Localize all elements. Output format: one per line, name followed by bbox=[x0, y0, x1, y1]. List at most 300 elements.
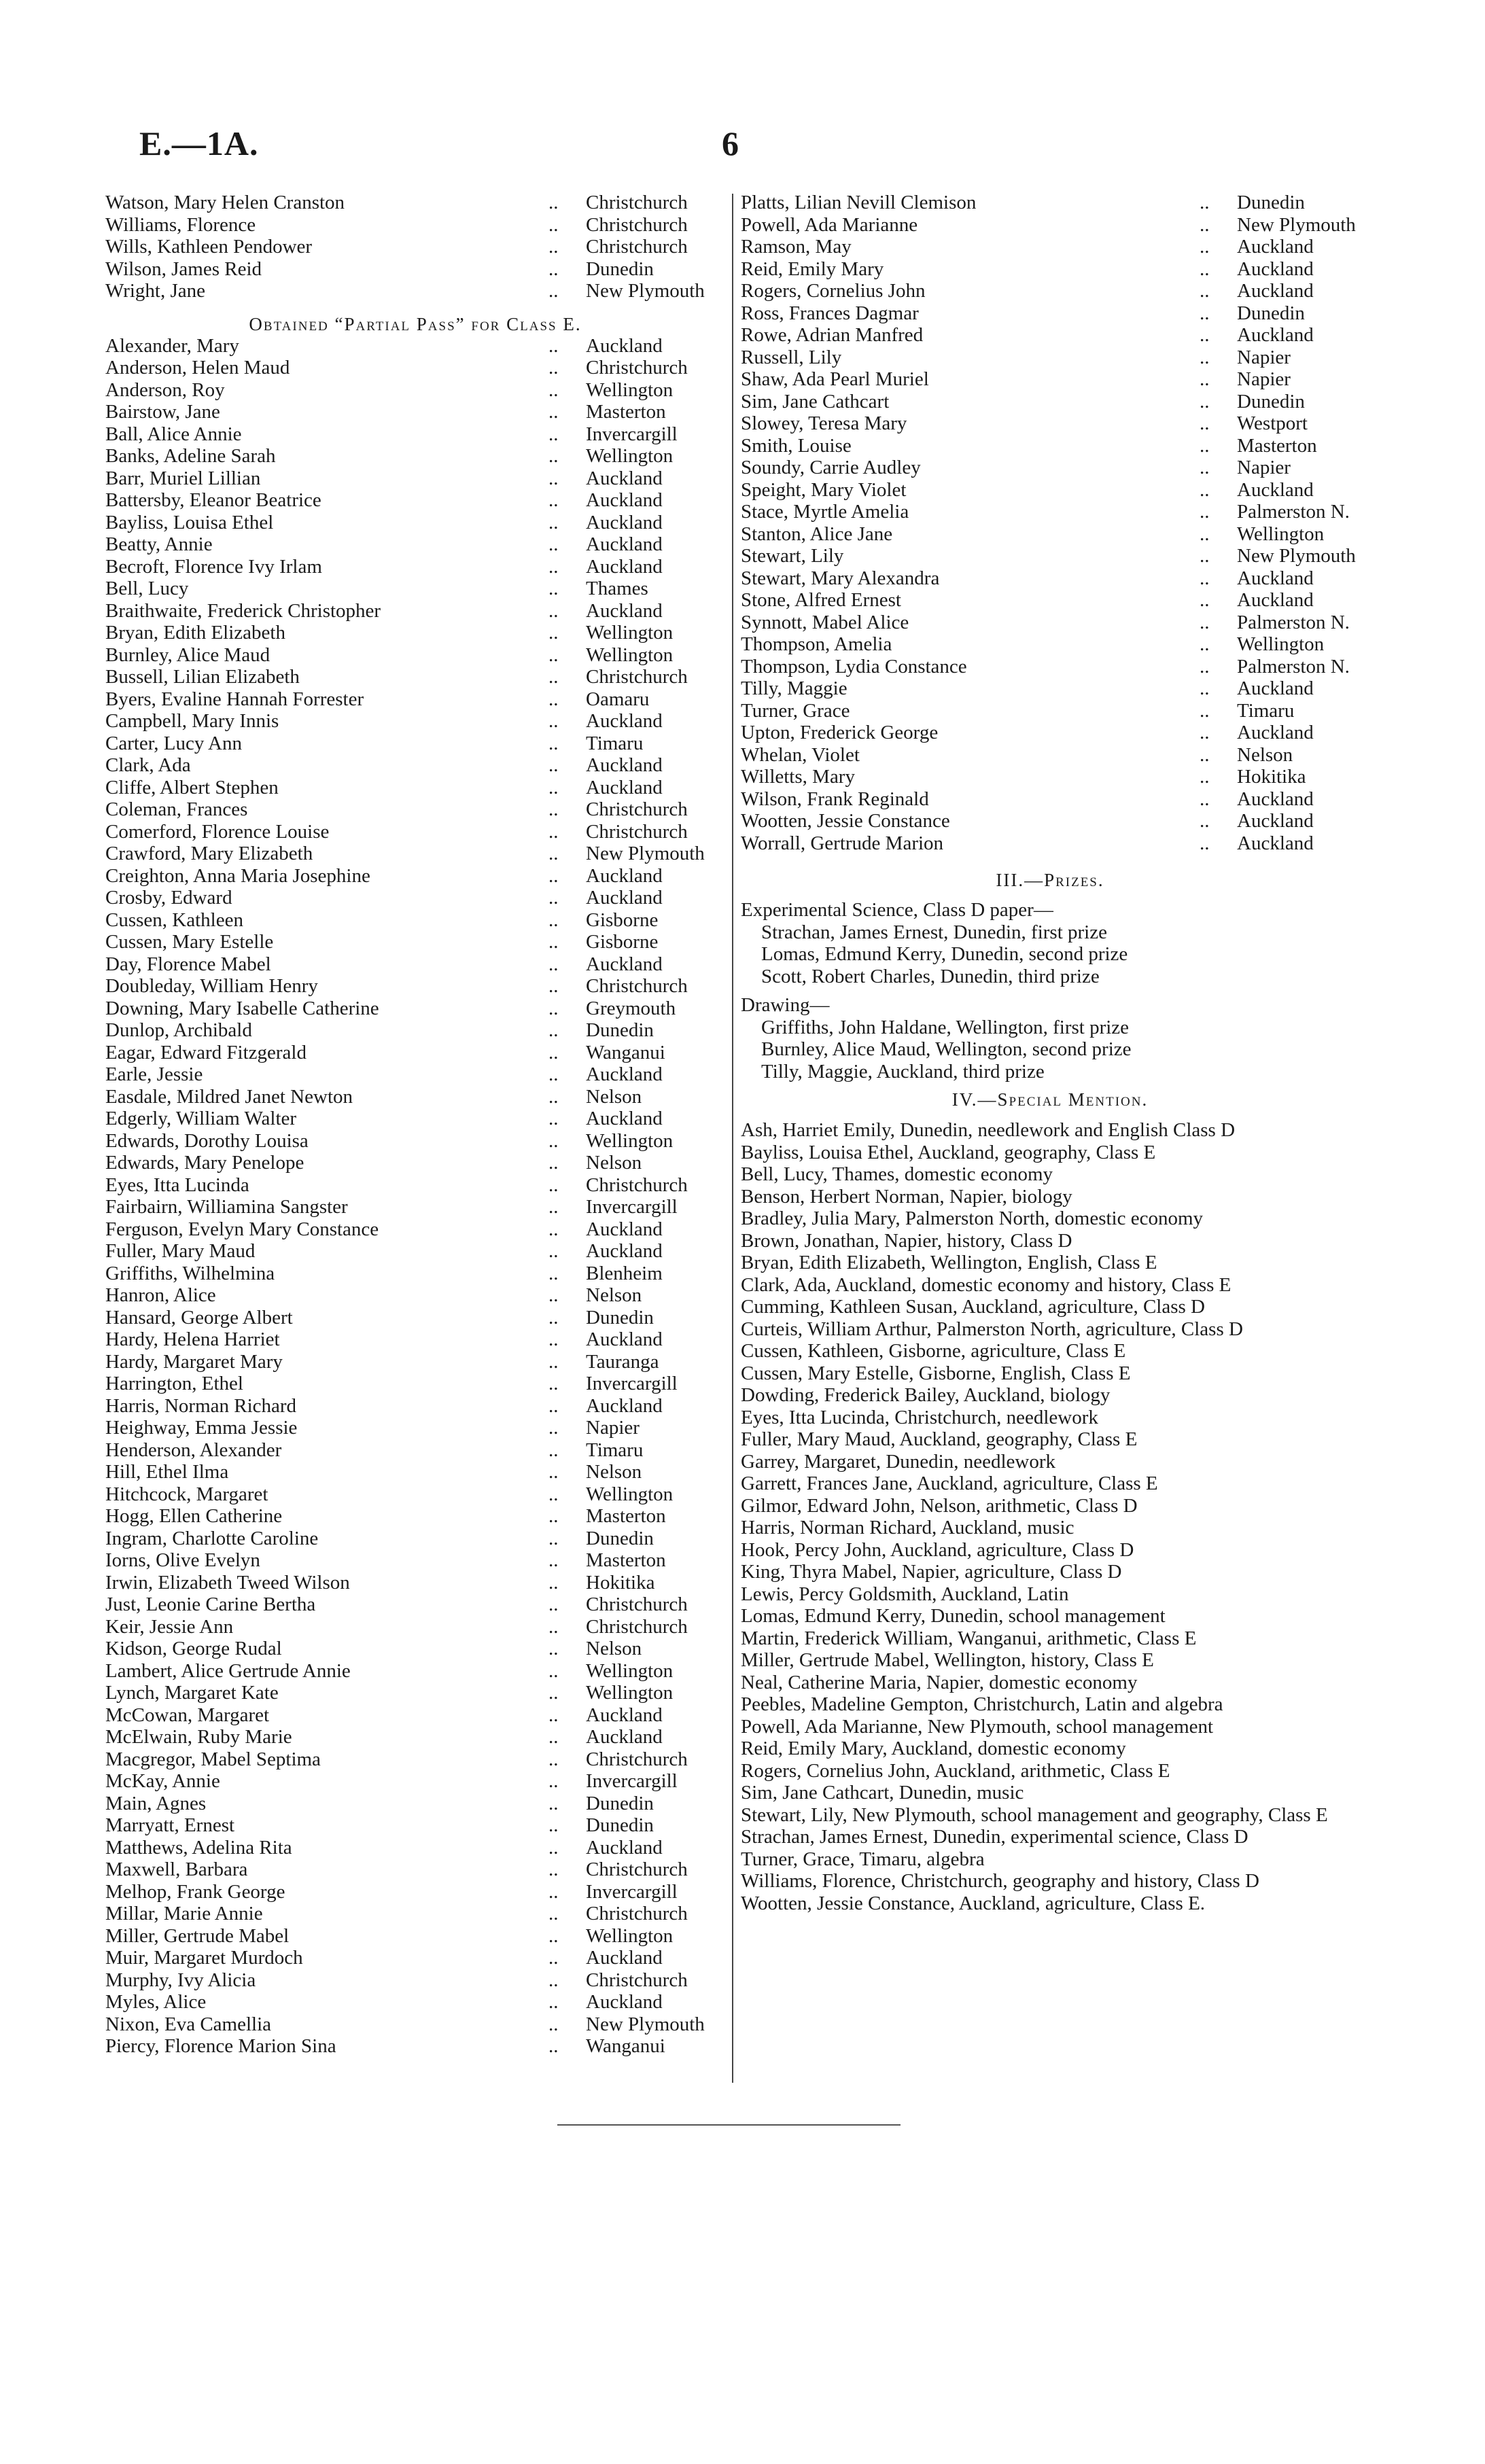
place-name: .. Auckland bbox=[1200, 236, 1359, 258]
partial-pass-list-continued bbox=[741, 192, 1359, 854]
person-name: Doubleday, William Henry bbox=[105, 975, 318, 997]
list-item bbox=[105, 2035, 725, 2058]
list-item bbox=[105, 1196, 725, 1218]
person-name: Willetts, Mary bbox=[741, 766, 855, 788]
list-item bbox=[105, 192, 725, 214]
list-item bbox=[105, 357, 725, 379]
list-item bbox=[105, 1218, 725, 1241]
person-name: Hansard, George Albert bbox=[105, 1306, 293, 1328]
person-name: Hardy, Margaret Mary bbox=[105, 1350, 283, 1373]
person-name: Hogg, Ellen Catherine bbox=[105, 1505, 283, 1527]
mention-item: Neal, Catherine Maria, Napier, domestic economy bbox=[741, 1671, 1138, 1693]
mention-item: Brown, Jonathan, Napier, history, Class D bbox=[741, 1229, 1072, 1252]
list-item bbox=[105, 1373, 725, 1395]
place-name: .. Auckland bbox=[1200, 677, 1359, 700]
place-name: .. Auckland bbox=[548, 1704, 725, 1727]
place-name: .. Nelson bbox=[548, 1152, 725, 1174]
list-item bbox=[105, 1638, 725, 1660]
mention-item: Rogers, Cornelius John, Auckland, arithmetic, Class E bbox=[741, 1759, 1170, 1782]
person-name: Lambert, Alice Gertrude Annie bbox=[105, 1659, 351, 1682]
person-name: Myles, Alice bbox=[105, 1991, 207, 2013]
place-name: .. Masterton bbox=[548, 1549, 725, 1572]
place-name: .. Nelson bbox=[548, 1284, 725, 1307]
person-name: Bell, Lucy bbox=[105, 578, 189, 599]
left-column bbox=[105, 192, 725, 2058]
list-item bbox=[105, 280, 725, 302]
place-name: .. Wellington bbox=[548, 1682, 725, 1704]
list-item bbox=[741, 589, 1359, 612]
place-name: .. Auckland bbox=[1200, 479, 1359, 501]
list-item bbox=[105, 468, 725, 490]
place-name: .. Gisborne bbox=[548, 931, 725, 953]
place-name: .. Auckland bbox=[548, 1063, 725, 1086]
place-name: .. Masterton bbox=[1200, 435, 1359, 457]
place-name: .. Wanganui bbox=[548, 1042, 725, 1064]
list-item bbox=[105, 798, 725, 821]
person-name: Whelan, Violet bbox=[741, 743, 860, 766]
person-name: Piercy, Florence Marion Sina bbox=[105, 2035, 336, 2057]
list-item bbox=[105, 1748, 725, 1771]
list-item bbox=[105, 975, 725, 998]
list-item bbox=[105, 1063, 725, 1086]
mention-item: Cumming, Kathleen Susan, Auckland, agriculture, Class D bbox=[741, 1296, 1206, 1318]
list-item bbox=[105, 1991, 725, 2013]
list-item bbox=[105, 512, 725, 534]
person-name: McKay, Annie bbox=[105, 1770, 220, 1792]
place-name: .. Wellington bbox=[548, 1483, 725, 1506]
place-name: .. Westport bbox=[1200, 412, 1359, 435]
list-item bbox=[105, 1660, 725, 1683]
mention-item: Ash, Harriet Emily, Dunedin, needlework and English Class D bbox=[741, 1119, 1236, 1141]
list-item bbox=[105, 423, 725, 446]
mention-item: Sim, Jane Cathcart, Dunedin, music bbox=[741, 1782, 1024, 1803]
place-name: .. Tauranga bbox=[548, 1351, 725, 1373]
list-item bbox=[105, 1549, 725, 1572]
list-item bbox=[105, 2013, 725, 2036]
person-name: Matthews, Adelina Rita bbox=[105, 1836, 292, 1859]
place-name: .. Nelson bbox=[548, 1461, 725, 1483]
list-item bbox=[105, 401, 725, 423]
person-name: Anderson, Helen Maud bbox=[105, 357, 290, 379]
person-name: Carter, Lucy Ann bbox=[105, 732, 242, 754]
list-item bbox=[741, 479, 1359, 501]
place-name: .. Auckland bbox=[548, 754, 725, 777]
place-name: .. Napier bbox=[1200, 457, 1359, 479]
list-item bbox=[105, 1328, 725, 1351]
place-name: .. Christchurch bbox=[548, 1616, 725, 1638]
list-item bbox=[105, 1594, 725, 1616]
person-name: Reid, Emily Mary bbox=[741, 258, 884, 280]
person-name: Upton, Frederick George bbox=[741, 722, 939, 743]
place-name: .. Invercargill bbox=[548, 1373, 725, 1395]
place-name: .. Blenheim bbox=[548, 1263, 725, 1285]
person-name: Eagar, Edward Fitzgerald bbox=[105, 1041, 307, 1063]
place-name: .. Auckland bbox=[548, 865, 725, 887]
prize-science-1: Strachan, James Ernest, Dunedin, first prize bbox=[761, 921, 1107, 943]
person-name: Day, Florence Mabel bbox=[105, 953, 271, 975]
person-name: Wilson, Frank Reginald bbox=[741, 788, 929, 810]
person-name: Wilson, James Reid bbox=[105, 258, 262, 280]
person-name: Keir, Jessie Ann bbox=[105, 1615, 234, 1638]
place-name: .. Masterton bbox=[548, 1505, 725, 1528]
place-name: .. Christchurch bbox=[548, 1903, 725, 1925]
mention-item: Harris, Norman Richard, Auckland, music bbox=[741, 1517, 1075, 1538]
list-item bbox=[105, 953, 725, 976]
person-name: Powell, Ada Marianne bbox=[741, 213, 918, 236]
person-name: Stone, Alfred Ernest bbox=[741, 589, 901, 611]
list-item bbox=[105, 1483, 725, 1506]
person-name: Braithwaite, Frederick Christopher bbox=[105, 599, 381, 622]
person-name: Heighway, Emma Jessie bbox=[105, 1417, 298, 1439]
place-name: .. Nelson bbox=[1200, 744, 1359, 767]
person-name: Main, Agnes bbox=[105, 1792, 207, 1814]
mention-item: Peebles, Madeline Gempton, Christchurch, Latin and algebra bbox=[741, 1693, 1223, 1715]
prizes-heading: III.—Prizes. bbox=[996, 870, 1104, 890]
person-name: Ball, Alice Annie bbox=[105, 423, 242, 445]
list-item bbox=[105, 1881, 725, 1903]
list-item bbox=[105, 843, 725, 865]
list-item bbox=[741, 192, 1359, 214]
place-name: .. Auckland bbox=[548, 1240, 725, 1263]
person-name: Henderson, Alexander bbox=[105, 1439, 282, 1461]
list-item bbox=[105, 1417, 725, 1439]
list-item bbox=[105, 1086, 725, 1108]
place-name: .. Auckland bbox=[548, 600, 725, 622]
list-item bbox=[741, 567, 1359, 590]
mention-item: Lomas, Edmund Kerry, Dunedin, school management bbox=[741, 1605, 1166, 1627]
list-item bbox=[741, 368, 1359, 391]
place-name: .. Timaru bbox=[1200, 700, 1359, 722]
mention-item: Clark, Ada, Auckland, domestic economy and history, Class E bbox=[741, 1273, 1231, 1296]
person-name: Earle, Jessie bbox=[105, 1063, 203, 1085]
list-item bbox=[741, 214, 1359, 236]
list-item bbox=[741, 700, 1359, 722]
person-name: Alexander, Mary bbox=[105, 334, 239, 357]
person-name: Crawford, Mary Elizabeth bbox=[105, 843, 313, 864]
list-item bbox=[741, 612, 1359, 634]
list-item bbox=[105, 909, 725, 932]
list-item bbox=[105, 887, 725, 909]
list-item bbox=[105, 1307, 725, 1329]
list-item bbox=[105, 1130, 725, 1152]
person-name: McElwain, Ruby Marie bbox=[105, 1726, 292, 1748]
prize-drawing-3: Tilly, Maggie, Auckland, third prize bbox=[761, 1060, 1045, 1083]
list-item bbox=[105, 600, 725, 622]
prize-drawing-title: Drawing— bbox=[741, 994, 830, 1016]
person-name: Watson, Mary Helen Cranston bbox=[105, 192, 345, 213]
mention-item: Bryan, Edith Elizabeth, Wellington, English, Class E bbox=[741, 1252, 1157, 1273]
list-item bbox=[741, 236, 1359, 258]
person-name: Speight, Mary Violet bbox=[741, 478, 907, 501]
mention-item: Garrey, Margaret, Dunedin, needlework bbox=[741, 1450, 1056, 1473]
list-item bbox=[105, 688, 725, 711]
list-item bbox=[105, 865, 725, 887]
person-name: Wills, Kathleen Pendower bbox=[105, 236, 313, 258]
list-item bbox=[105, 644, 725, 667]
place-name: .. Hokitika bbox=[1200, 766, 1359, 788]
list-item bbox=[105, 998, 725, 1020]
place-name: .. Christchurch bbox=[548, 236, 725, 258]
person-name: Anderson, Roy bbox=[105, 379, 225, 401]
person-name: Griffiths, Wilhelmina bbox=[105, 1262, 275, 1284]
right-column bbox=[741, 192, 1359, 1914]
place-name: .. Christchurch bbox=[548, 214, 725, 236]
mention-item: Reid, Emily Mary, Auckland, domestic economy bbox=[741, 1738, 1126, 1759]
person-name: Beatty, Annie bbox=[105, 533, 213, 555]
person-name: Millar, Marie Annie bbox=[105, 1903, 263, 1924]
list-item bbox=[105, 1925, 725, 1948]
place-name: .. Auckland bbox=[1200, 832, 1359, 855]
person-name: Creighton, Anna Maria Josephine bbox=[105, 864, 370, 887]
list-item bbox=[105, 379, 725, 402]
person-name: Comerford, Florence Louise bbox=[105, 820, 330, 843]
mention-item: Miller, Gertrude Mabel, Wellington, history, Class E bbox=[741, 1649, 1154, 1671]
place-name: .. Invercargill bbox=[548, 423, 725, 446]
list-item bbox=[105, 710, 725, 733]
place-name: .. Dunedin bbox=[548, 1307, 725, 1329]
list-item bbox=[741, 545, 1359, 567]
place-name: .. Auckland bbox=[548, 1947, 725, 1969]
person-name: Miller, Gertrude Mabel bbox=[105, 1924, 290, 1947]
person-name: Macgregor, Mabel Septima bbox=[105, 1748, 321, 1770]
person-name: Cliffe, Albert Stephen bbox=[105, 776, 279, 798]
mention-item: Gilmor, Edward John, Nelson, arithmetic, Class D bbox=[741, 1494, 1138, 1517]
mention-item: Benson, Herbert Norman, Napier, biology bbox=[741, 1185, 1072, 1208]
place-name: .. Palmerston N. bbox=[1200, 501, 1359, 523]
place-name: .. New Plymouth bbox=[1200, 214, 1359, 236]
person-name: Just, Leonie Carine Bertha bbox=[105, 1594, 316, 1615]
person-name: Bussell, Lilian Elizabeth bbox=[105, 666, 300, 688]
list-item bbox=[741, 633, 1359, 656]
list-item bbox=[741, 280, 1359, 302]
place-name: .. Nelson bbox=[548, 1638, 725, 1660]
list-item bbox=[105, 489, 725, 512]
list-item bbox=[741, 435, 1359, 457]
partial-pass-heading: Obtained “Partial Pass” for Class E. bbox=[249, 313, 582, 334]
place-name: .. Auckland bbox=[548, 556, 725, 578]
person-name: Worrall, Gertrude Marion bbox=[741, 832, 944, 854]
list-item bbox=[105, 1947, 725, 1969]
place-name: .. Wellington bbox=[548, 379, 725, 402]
place-name: .. Auckland bbox=[1200, 258, 1359, 281]
person-name: Williams, Florence bbox=[105, 213, 256, 236]
person-name: Ingram, Charlotte Caroline bbox=[105, 1527, 319, 1549]
person-name: Coleman, Frances bbox=[105, 798, 248, 820]
place-name: .. Christchurch bbox=[548, 357, 725, 379]
place-name: .. Auckland bbox=[1200, 788, 1359, 811]
place-name: .. Thames bbox=[548, 578, 725, 600]
person-name: Muir, Margaret Murdoch bbox=[105, 1947, 303, 1969]
list-item bbox=[105, 335, 725, 357]
list-item bbox=[105, 1439, 725, 1462]
person-name: Stanton, Alice Jane bbox=[741, 523, 893, 545]
place-name: .. Auckland bbox=[548, 335, 725, 357]
person-name: Byers, Evaline Hannah Forrester bbox=[105, 688, 364, 710]
place-name: .. Auckland bbox=[1200, 722, 1359, 744]
person-name: Melhop, Frank George bbox=[105, 1880, 285, 1903]
place-name: .. Oamaru bbox=[548, 688, 725, 711]
place-name: .. Auckland bbox=[1200, 567, 1359, 590]
footer-rule bbox=[557, 2124, 901, 2126]
list-item bbox=[105, 1726, 725, 1748]
person-name: Russell, Lily bbox=[741, 346, 842, 368]
list-item bbox=[105, 821, 725, 843]
list-item bbox=[105, 1505, 725, 1528]
place-name: .. Christchurch bbox=[548, 1748, 725, 1771]
list-item bbox=[105, 754, 725, 777]
list-item bbox=[741, 258, 1359, 281]
place-name: .. Auckland bbox=[548, 1328, 725, 1351]
mention-item: Lewis, Percy Goldsmith, Auckland, Latin bbox=[741, 1583, 1069, 1605]
person-name: Crosby, Edward bbox=[105, 887, 232, 909]
list-item bbox=[105, 777, 725, 799]
place-name: .. Hokitika bbox=[548, 1572, 725, 1594]
person-name: Easdale, Mildred Janet Newton bbox=[105, 1085, 353, 1108]
place-name: .. Auckland bbox=[548, 1837, 725, 1859]
person-name: Clark, Ada bbox=[105, 754, 191, 776]
list-item bbox=[105, 1042, 725, 1064]
mention-item: Fuller, Mary Maud, Auckland, geography, Class E bbox=[741, 1428, 1138, 1450]
place-name: .. Wanganui bbox=[548, 2035, 725, 2058]
person-name: Hanron, Alice bbox=[105, 1284, 216, 1306]
place-name: .. Dunedin bbox=[1200, 192, 1359, 214]
prize-science-title: Experimental Science, Class D paper— bbox=[741, 899, 1053, 921]
place-name: .. Timaru bbox=[548, 733, 725, 755]
place-name: .. Christchurch bbox=[548, 666, 725, 688]
list-item bbox=[105, 1814, 725, 1837]
prize-drawing-1: Griffiths, John Haldane, Wellington, first prize bbox=[761, 1016, 1130, 1038]
list-item bbox=[105, 1284, 725, 1307]
place-name: .. Dunedin bbox=[548, 258, 725, 281]
person-name: Ramson, May bbox=[741, 236, 852, 258]
mention-item: King, Thyra Mabel, Napier, agriculture, Class D bbox=[741, 1561, 1122, 1583]
special-mention-heading: IV.—Special Mention. bbox=[951, 1089, 1149, 1110]
place-name: .. Napier bbox=[1200, 347, 1359, 369]
person-name: Smith, Louise bbox=[741, 434, 852, 457]
list-item bbox=[741, 324, 1359, 347]
place-name: .. New Plymouth bbox=[1200, 545, 1359, 567]
person-name: Maxwell, Barbara bbox=[105, 1859, 248, 1880]
place-name: .. Wellington bbox=[548, 1925, 725, 1948]
mention-item: Garrett, Frances Jane, Auckland, agriculture, Class E bbox=[741, 1473, 1158, 1494]
page-number: 6 bbox=[722, 124, 739, 162]
place-name: .. Christchurch bbox=[548, 192, 725, 214]
list-item bbox=[741, 722, 1359, 744]
person-name: Lynch, Margaret Kate bbox=[105, 1682, 279, 1704]
list-item bbox=[105, 1770, 725, 1793]
person-name: Nixon, Eva Camellia bbox=[105, 2013, 272, 2035]
place-name: .. New Plymouth bbox=[548, 280, 725, 302]
list-item bbox=[105, 1859, 725, 1881]
place-name: .. Auckland bbox=[1200, 810, 1359, 832]
place-name: .. Auckland bbox=[548, 1991, 725, 2013]
person-name: Dunlop, Archibald bbox=[105, 1019, 252, 1041]
person-name: Cussen, Kathleen bbox=[105, 909, 243, 931]
place-name: .. Dunedin bbox=[548, 1814, 725, 1837]
person-name: Turner, Grace bbox=[741, 699, 850, 722]
place-name: .. Auckland bbox=[548, 777, 725, 799]
list-item bbox=[105, 1461, 725, 1483]
list-item bbox=[105, 622, 725, 644]
place-name: .. Dunedin bbox=[548, 1793, 725, 1815]
person-name: Edwards, Mary Penelope bbox=[105, 1152, 304, 1174]
list-item bbox=[105, 666, 725, 688]
list-item bbox=[105, 1351, 725, 1373]
list-item bbox=[741, 457, 1359, 479]
place-name: .. Christchurch bbox=[548, 1859, 725, 1881]
place-name: .. Palmerston N. bbox=[1200, 656, 1359, 678]
place-name: .. Auckland bbox=[548, 1395, 725, 1418]
list-item bbox=[105, 1174, 725, 1197]
document-code: E.—1A. bbox=[139, 124, 259, 162]
column-divider bbox=[732, 194, 733, 2083]
mention-item: Turner, Grace, Timaru, algebra bbox=[741, 1848, 985, 1870]
person-name: Ferguson, Evelyn Mary Constance bbox=[105, 1218, 379, 1240]
place-name: .. Auckland bbox=[548, 710, 725, 733]
person-name: Harris, Norman Richard bbox=[105, 1394, 297, 1417]
person-name: Slowey, Teresa Mary bbox=[741, 412, 907, 434]
person-name: Wright, Jane bbox=[105, 280, 206, 302]
list-item bbox=[105, 578, 725, 600]
place-name: .. Christchurch bbox=[548, 1174, 725, 1197]
mention-item: Hook, Percy John, Auckland, agriculture, Class D bbox=[741, 1538, 1134, 1561]
place-name: .. Palmerston N. bbox=[1200, 612, 1359, 634]
person-name: Rowe, Adrian Manfred bbox=[741, 324, 924, 346]
place-name: .. Napier bbox=[548, 1417, 725, 1439]
person-name: Bayliss, Louisa Ethel bbox=[105, 511, 274, 533]
place-name: .. Napier bbox=[1200, 368, 1359, 391]
place-name: .. Wellington bbox=[1200, 523, 1359, 546]
person-name: Fuller, Mary Maud bbox=[105, 1240, 256, 1262]
person-name: Cussen, Mary Estelle bbox=[105, 931, 274, 953]
place-name: .. Auckland bbox=[1200, 589, 1359, 612]
prize-drawing-2: Burnley, Alice Maud, Wellington, second prize bbox=[761, 1038, 1132, 1060]
place-name: .. Timaru bbox=[548, 1439, 725, 1462]
place-name: .. Auckland bbox=[1200, 324, 1359, 347]
list-item bbox=[105, 556, 725, 578]
list-item bbox=[105, 1793, 725, 1815]
place-name: .. Christchurch bbox=[548, 1594, 725, 1616]
place-name: .. Auckland bbox=[1200, 280, 1359, 302]
person-name: Thompson, Amelia bbox=[741, 633, 892, 655]
list-item bbox=[741, 501, 1359, 523]
person-name: Hitchcock, Margaret bbox=[105, 1483, 268, 1505]
list-item bbox=[105, 1616, 725, 1638]
prize-science-2: Lomas, Edmund Kerry, Dunedin, second prize bbox=[761, 943, 1128, 965]
person-name: Iorns, Olive Evelyn bbox=[105, 1549, 260, 1571]
list-item bbox=[105, 733, 725, 755]
mention-item: Bayliss, Louisa Ethel, Auckland, geography, Class E bbox=[741, 1141, 1156, 1163]
mention-item: Bell, Lucy, Thames, domestic economy bbox=[741, 1163, 1053, 1185]
place-name: .. Dunedin bbox=[548, 1019, 725, 1042]
place-name: .. Wellington bbox=[548, 1130, 725, 1152]
place-name: .. Auckland bbox=[548, 489, 725, 512]
list-item bbox=[105, 214, 725, 236]
place-name: .. Masterton bbox=[548, 401, 725, 423]
list-item bbox=[105, 258, 725, 281]
place-name: .. Auckland bbox=[548, 1218, 725, 1241]
place-name: .. Christchurch bbox=[548, 798, 725, 821]
list-item bbox=[105, 1704, 725, 1727]
person-name: Kidson, George Rudal bbox=[105, 1638, 282, 1659]
special-mention-list bbox=[741, 1119, 1359, 1914]
person-name: Campbell, Mary Innis bbox=[105, 710, 279, 732]
partial-pass-list bbox=[105, 335, 725, 2058]
person-name: Stewart, Lily bbox=[741, 545, 844, 567]
person-name: Shaw, Ada Pearl Muriel bbox=[741, 368, 929, 390]
place-name: .. Auckland bbox=[548, 468, 725, 490]
person-name: Murphy, Ivy Alicia bbox=[105, 1969, 256, 1991]
